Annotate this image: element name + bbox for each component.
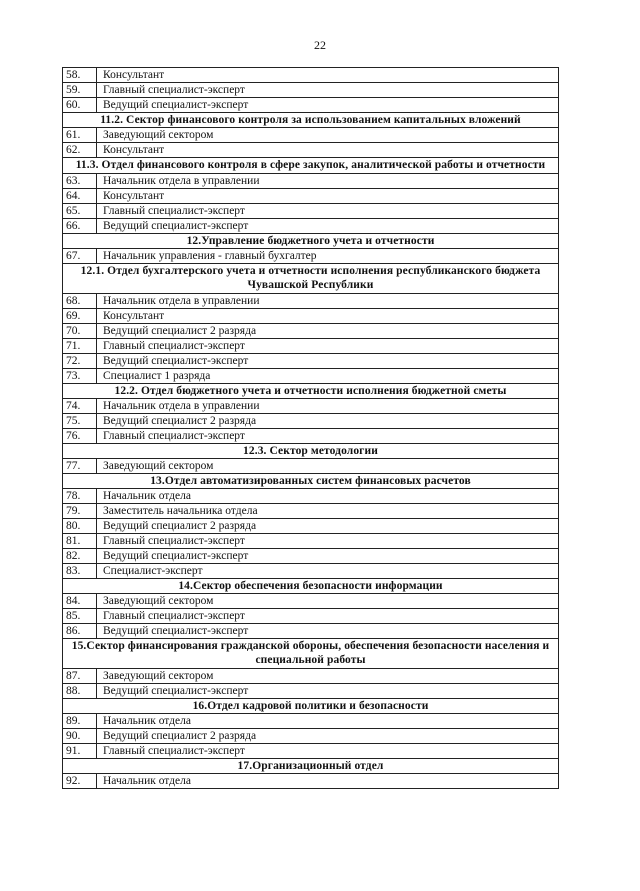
position-title: Заведующий сектором bbox=[97, 593, 559, 608]
position-title: Главный специалист-эксперт bbox=[97, 338, 559, 353]
row-number: 88. bbox=[63, 683, 97, 698]
position-title: Начальник отдела в управлении bbox=[97, 398, 559, 413]
row-number: 69. bbox=[63, 308, 97, 323]
position-title: Начальник отдела в управлении bbox=[97, 173, 559, 188]
row-number: 66. bbox=[63, 218, 97, 233]
row-number: 85. bbox=[63, 608, 97, 623]
position-title: Начальник управления - главный бухгалтер bbox=[97, 248, 559, 263]
position-title: Консультант bbox=[97, 308, 559, 323]
position-title: Консультант bbox=[97, 68, 559, 83]
section-title: 17.Организационный отдел bbox=[63, 758, 559, 773]
row-number: 73. bbox=[63, 368, 97, 383]
table-row bbox=[63, 548, 559, 563]
row-number: 89. bbox=[63, 713, 97, 728]
position-title: Ведущий специалист-эксперт bbox=[97, 548, 559, 563]
table-row bbox=[63, 458, 559, 473]
table-row bbox=[63, 128, 559, 143]
row-number: 59. bbox=[63, 83, 97, 98]
row-number: 64. bbox=[63, 188, 97, 203]
position-title: Ведущий специалист 2 разряда bbox=[97, 323, 559, 338]
table-row bbox=[63, 728, 559, 743]
row-number: 63. bbox=[63, 173, 97, 188]
position-title: Ведущий специалист-эксперт bbox=[97, 218, 559, 233]
table-row bbox=[63, 608, 559, 623]
row-number: 61. bbox=[63, 128, 97, 143]
row-number: 87. bbox=[63, 668, 97, 683]
position-title: Ведущий специалист-эксперт bbox=[97, 623, 559, 638]
position-title: Начальник отдела bbox=[97, 773, 559, 788]
position-title: Ведущий специалист 2 разряда bbox=[97, 413, 559, 428]
row-number: 79. bbox=[63, 503, 97, 518]
row-number: 76. bbox=[63, 428, 97, 443]
table-row bbox=[63, 98, 559, 113]
section-title: 15.Сектор финансирования гражданской обороны, обеспечения безопасности населения и специальной работы bbox=[63, 638, 559, 668]
section-header-row bbox=[63, 263, 559, 293]
table-row bbox=[63, 203, 559, 218]
table-row bbox=[63, 593, 559, 608]
row-number: 70. bbox=[63, 323, 97, 338]
row-number: 62. bbox=[63, 143, 97, 158]
table-body bbox=[63, 68, 559, 789]
row-number: 84. bbox=[63, 593, 97, 608]
position-title: Главный специалист-эксперт bbox=[97, 533, 559, 548]
table-row bbox=[63, 428, 559, 443]
position-title: Специалист 1 разряда bbox=[97, 368, 559, 383]
row-number: 72. bbox=[63, 353, 97, 368]
row-number: 75. bbox=[63, 413, 97, 428]
section-title: 16.Отдел кадровой политики и безопасности bbox=[63, 698, 559, 713]
section-header-row bbox=[63, 758, 559, 773]
row-number: 83. bbox=[63, 563, 97, 578]
row-number: 80. bbox=[63, 518, 97, 533]
section-header-row bbox=[63, 443, 559, 458]
section-header-row bbox=[63, 233, 559, 248]
section-title: 13.Отдел автоматизированных систем финансовых расчетов bbox=[63, 473, 559, 488]
position-title: Ведущий специалист-эксперт bbox=[97, 353, 559, 368]
position-title: Главный специалист-эксперт bbox=[97, 743, 559, 758]
position-title: Специалист-эксперт bbox=[97, 563, 559, 578]
section-title: 12.2. Отдел бюджетного учета и отчетности исполнения бюджетной сметы bbox=[63, 383, 559, 398]
table-row bbox=[63, 338, 559, 353]
position-title: Ведущий специалист-эксперт bbox=[97, 683, 559, 698]
section-header-row bbox=[63, 473, 559, 488]
position-title: Консультант bbox=[97, 143, 559, 158]
row-number: 92. bbox=[63, 773, 97, 788]
section-title: 11.2. Сектор финансового контроля за использованием капитальных вложений bbox=[63, 113, 559, 128]
row-number: 78. bbox=[63, 488, 97, 503]
section-title: 11.3. Отдел финансового контроля в сфере закупок, аналитической работы и отчетности bbox=[63, 158, 559, 174]
row-number: 67. bbox=[63, 248, 97, 263]
row-number: 58. bbox=[63, 68, 97, 83]
row-number: 77. bbox=[63, 458, 97, 473]
section-header-row bbox=[63, 638, 559, 668]
row-number: 82. bbox=[63, 548, 97, 563]
page-number: 22 bbox=[314, 38, 326, 52]
position-title: Заведующий сектором bbox=[97, 668, 559, 683]
section-title: 12.Управление бюджетного учета и отчетности bbox=[63, 233, 559, 248]
table-row bbox=[63, 743, 559, 758]
table-row bbox=[63, 83, 559, 98]
table-row bbox=[63, 683, 559, 698]
table-row bbox=[63, 413, 559, 428]
position-title: Ведущий специалист 2 разряда bbox=[97, 728, 559, 743]
position-title: Главный специалист-эксперт bbox=[97, 83, 559, 98]
section-header-row bbox=[63, 113, 559, 128]
table-row bbox=[63, 533, 559, 548]
table-row bbox=[63, 293, 559, 308]
section-header-row bbox=[63, 698, 559, 713]
position-title: Начальник отдела bbox=[97, 713, 559, 728]
position-title: Консультант bbox=[97, 188, 559, 203]
table-row bbox=[63, 248, 559, 263]
section-header-row bbox=[63, 383, 559, 398]
row-number: 60. bbox=[63, 98, 97, 113]
table-row bbox=[63, 398, 559, 413]
table-row bbox=[63, 503, 559, 518]
section-header-row bbox=[63, 578, 559, 593]
row-number: 71. bbox=[63, 338, 97, 353]
table-row bbox=[63, 518, 559, 533]
staff-positions-table bbox=[62, 67, 559, 789]
position-title: Ведущий специалист 2 разряда bbox=[97, 518, 559, 533]
row-number: 86. bbox=[63, 623, 97, 638]
position-title: Главный специалист-эксперт bbox=[97, 608, 559, 623]
table-row bbox=[63, 308, 559, 323]
section-title: 12.3. Сектор методологии bbox=[63, 443, 559, 458]
table-row bbox=[63, 143, 559, 158]
table-row bbox=[63, 323, 559, 338]
row-number: 81. bbox=[63, 533, 97, 548]
table-row bbox=[63, 713, 559, 728]
position-title: Ведущий специалист-эксперт bbox=[97, 98, 559, 113]
row-number: 68. bbox=[63, 293, 97, 308]
section-title: 12.1. Отдел бухгалтерского учета и отчетности исполнения республиканского бюджета Чувашской Республики bbox=[63, 263, 559, 293]
table-row bbox=[63, 563, 559, 578]
table-row bbox=[63, 188, 559, 203]
table-row bbox=[63, 623, 559, 638]
table-row bbox=[63, 368, 559, 383]
position-title: Заведующий сектором bbox=[97, 128, 559, 143]
position-title: Начальник отдела bbox=[97, 488, 559, 503]
position-title: Главный специалист-эксперт bbox=[97, 203, 559, 218]
row-number: 90. bbox=[63, 728, 97, 743]
row-number: 74. bbox=[63, 398, 97, 413]
table-row bbox=[63, 353, 559, 368]
position-title: Заместитель начальника отдела bbox=[97, 503, 559, 518]
table-row bbox=[63, 173, 559, 188]
row-number: 65. bbox=[63, 203, 97, 218]
row-number: 91. bbox=[63, 743, 97, 758]
table-row bbox=[63, 68, 559, 83]
section-header-row bbox=[63, 158, 559, 174]
table-row bbox=[63, 218, 559, 233]
table-row bbox=[63, 488, 559, 503]
position-title: Заведующий сектором bbox=[97, 458, 559, 473]
table-row bbox=[63, 773, 559, 788]
table-row bbox=[63, 668, 559, 683]
section-title: 14.Сектор обеспечения безопасности информации bbox=[63, 578, 559, 593]
position-title: Начальник отдела в управлении bbox=[97, 293, 559, 308]
position-title: Главный специалист-эксперт bbox=[97, 428, 559, 443]
